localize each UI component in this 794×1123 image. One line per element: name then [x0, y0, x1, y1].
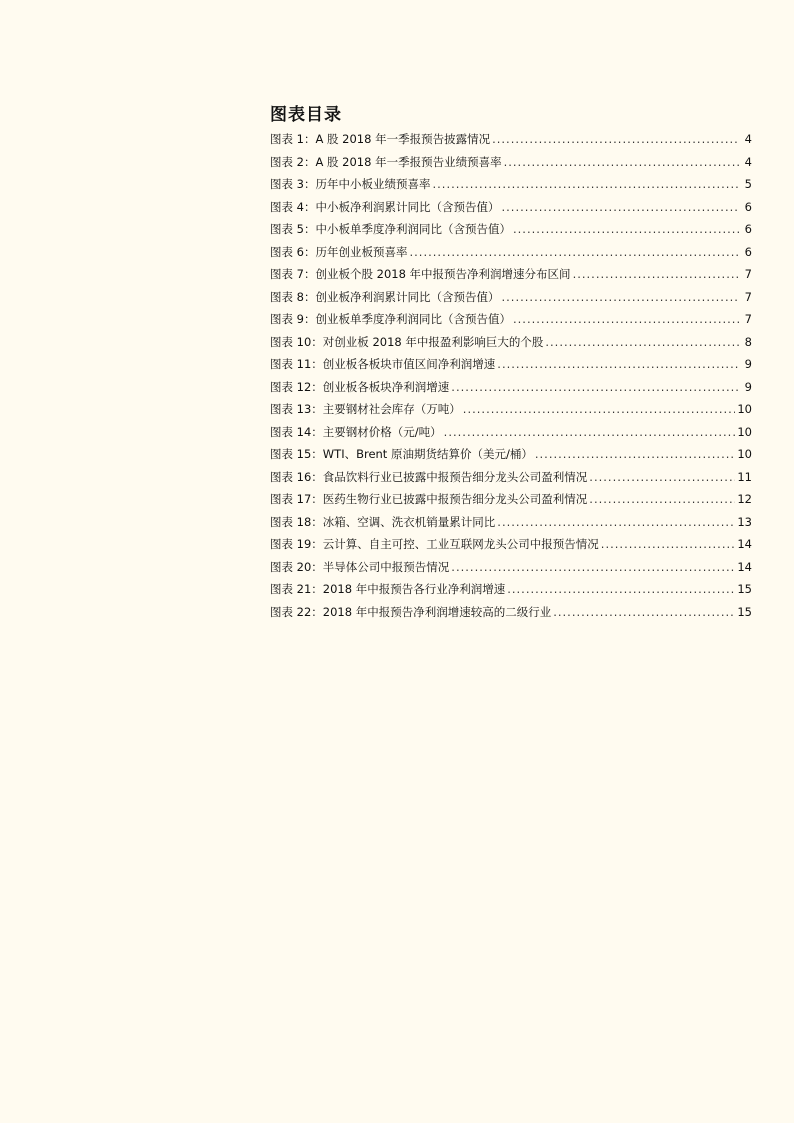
toc-entry-page: 12: [737, 492, 752, 506]
toc-entry-label: 图表 16：: [270, 469, 323, 484]
toc-entry-page: 6: [744, 244, 752, 259]
toc-entry-label: 图表 6：: [270, 244, 316, 259]
toc-entry[interactable]: [270, 199, 752, 222]
toc-entry-text: 食品饮料行业已披露中报预告细分龙头公司盈利情况: [322, 469, 588, 484]
toc-entry[interactable]: [270, 401, 752, 424]
toc-entry-page: 10: [737, 424, 752, 439]
toc-entry-page: 5: [744, 177, 752, 191]
toc-entry-text: 对创业板 2018 年中报盈利影响巨大的个股: [322, 334, 544, 349]
toc-leader-dots: [451, 380, 740, 394]
toc-entry-text: 创业板净利润累计同比（含预告值）: [315, 289, 500, 304]
toc-entry[interactable]: [270, 266, 752, 289]
toc-entry[interactable]: [270, 244, 752, 267]
toc-entry-label: 图表 7：: [270, 267, 316, 281]
toc-entry[interactable]: [270, 559, 752, 582]
toc-leader-dots: [444, 425, 736, 439]
toc-leader-dots: [601, 537, 736, 551]
toc-entry-label: 图表 10：: [270, 334, 323, 349]
toc-entry[interactable]: [270, 491, 752, 514]
toc-entry-text: 创业板各板块净利润增速: [322, 379, 450, 394]
toc-entry[interactable]: [270, 289, 752, 312]
toc-leader-dots: [497, 515, 735, 529]
toc-title: 图表目录: [270, 105, 342, 125]
toc-entry-label: 图表 13：: [270, 402, 323, 416]
toc-entry-label: 图表 3：: [270, 177, 316, 191]
toc-leader-dots: [553, 605, 735, 619]
toc-entry[interactable]: [270, 604, 752, 627]
toc-entry-page: 15: [737, 582, 752, 596]
toc-leader-dots: [589, 470, 735, 484]
toc-entry[interactable]: [270, 536, 752, 559]
toc-entry-text: 主要钢材社会库存（万吨）: [322, 402, 461, 416]
toc-entry-page: 4: [744, 154, 752, 169]
toc-entry[interactable]: [270, 334, 752, 357]
toc-entry-page: 7: [744, 312, 752, 326]
toc-entry-label: 图表 20：: [270, 559, 323, 574]
toc-entry[interactable]: [270, 154, 752, 177]
toc-entry-label: 图表 22：: [270, 604, 323, 619]
toc-entry-page: 11: [737, 469, 752, 484]
toc-leader-dots: [573, 267, 740, 281]
toc-entry-page: 6: [744, 222, 752, 236]
toc-entry-label: 图表 12：: [270, 379, 323, 394]
toc-entry-label: 图表 17：: [270, 492, 323, 506]
toc-entry-label: 图表 15：: [270, 447, 323, 461]
toc-entry-label: 图表 19：: [270, 537, 323, 551]
toc-entry[interactable]: [270, 469, 752, 492]
toc-entry-label: 图表 14：: [270, 424, 323, 439]
toc-leader-dots: [409, 245, 740, 259]
toc-entry-page: 14: [737, 559, 752, 574]
toc-entry-label: 图表 9：: [270, 312, 316, 326]
toc-entry[interactable]: [270, 311, 752, 334]
toc-entry-label: 图表 1：: [270, 132, 316, 146]
toc-entry-page: 15: [737, 604, 752, 619]
toc-entry-text: 创业板各板块市值区间净利润增速: [322, 357, 496, 371]
toc-entry-page: 7: [744, 289, 752, 304]
toc-entry-text: 半导体公司中报预告情况: [322, 559, 450, 574]
toc-entry-text: 2018 年中报预告净利润增速较高的二级行业: [322, 604, 552, 619]
toc-entry-page: 4: [744, 132, 752, 146]
toc-leader-dots: [501, 200, 740, 214]
toc-entry[interactable]: [270, 514, 752, 537]
toc-leader-dots: [497, 357, 740, 371]
toc-entry-label: 图表 4：: [270, 199, 316, 214]
figure-toc-list: [270, 131, 752, 626]
toc-entry-text: A 股 2018 年一季报预告披露情况: [315, 132, 491, 146]
toc-entry-text: 历年中小板业绩预喜率: [315, 177, 431, 191]
toc-entry-text: 创业板个股 2018 年中报预告净利润增速分布区间: [315, 267, 571, 281]
toc-entry-text: 历年创业板预喜率: [315, 244, 408, 259]
toc-entry-page: 13: [737, 514, 752, 529]
toc-entry-page: 14: [737, 537, 752, 551]
toc-entry-label: 图表 5：: [270, 222, 316, 236]
toc-leader-dots: [501, 290, 740, 304]
toc-entry-label: 图表 21：: [270, 582, 323, 596]
toc-entry[interactable]: [270, 131, 752, 154]
toc-leader-dots: [504, 155, 740, 169]
toc-entry[interactable]: [270, 446, 752, 469]
toc-leader-dots: [492, 132, 740, 146]
toc-entry[interactable]: [270, 379, 752, 402]
toc-entry[interactable]: [270, 356, 752, 379]
toc-entry-text: A 股 2018 年一季报预告业绩预喜率: [315, 154, 502, 169]
toc-entry-text: 主要钢材价格（元/吨）: [322, 424, 442, 439]
toc-entry-page: 6: [744, 199, 752, 214]
toc-entry-label: 图表 11：: [270, 357, 323, 371]
toc-entry-text: 中小板净利润累计同比（含预告值）: [315, 199, 500, 214]
toc-entry-page: 8: [744, 334, 752, 349]
toc-entry[interactable]: [270, 581, 752, 604]
toc-entry-page: 10: [737, 447, 752, 461]
toc-entry-label: 图表 2：: [270, 154, 316, 169]
toc-entry-text: WTI、Brent 原油期货结算价（美元/桶）: [322, 447, 533, 461]
toc-leader-dots: [451, 560, 735, 574]
toc-leader-dots: [513, 312, 740, 326]
toc-entry-page: 9: [744, 357, 752, 371]
toc-entry-label: 图表 18：: [270, 514, 323, 529]
toc-entry-label: 图表 8：: [270, 289, 316, 304]
toc-entry-text: 创业板单季度净利润同比（含预告值）: [315, 312, 511, 326]
toc-entry-text: 中小板单季度净利润同比（含预告值）: [315, 222, 511, 236]
toc-entry[interactable]: [270, 176, 752, 199]
toc-entry[interactable]: [270, 221, 752, 244]
toc-entry-text: 云计算、自主可控、工业互联网龙头公司中报预告情况: [322, 537, 599, 551]
toc-leader-dots: [432, 177, 740, 191]
toc-leader-dots: [535, 447, 736, 461]
toc-entry[interactable]: [270, 424, 752, 447]
toc-leader-dots: [513, 222, 740, 236]
toc-entry-page: 10: [737, 402, 752, 416]
toc-leader-dots: [545, 335, 740, 349]
toc-leader-dots: [589, 492, 735, 506]
toc-entry-text: 2018 年中报预告各行业净利润增速: [322, 582, 506, 596]
toc-leader-dots: [463, 402, 736, 416]
toc-entry-page: 7: [744, 267, 752, 281]
toc-leader-dots: [507, 582, 735, 596]
toc-entry-text: 冰箱、空调、洗衣机销量累计同比: [322, 514, 496, 529]
toc-entry-page: 9: [744, 379, 752, 394]
toc-entry-text: 医药生物行业已披露中报预告细分龙头公司盈利情况: [322, 492, 588, 506]
